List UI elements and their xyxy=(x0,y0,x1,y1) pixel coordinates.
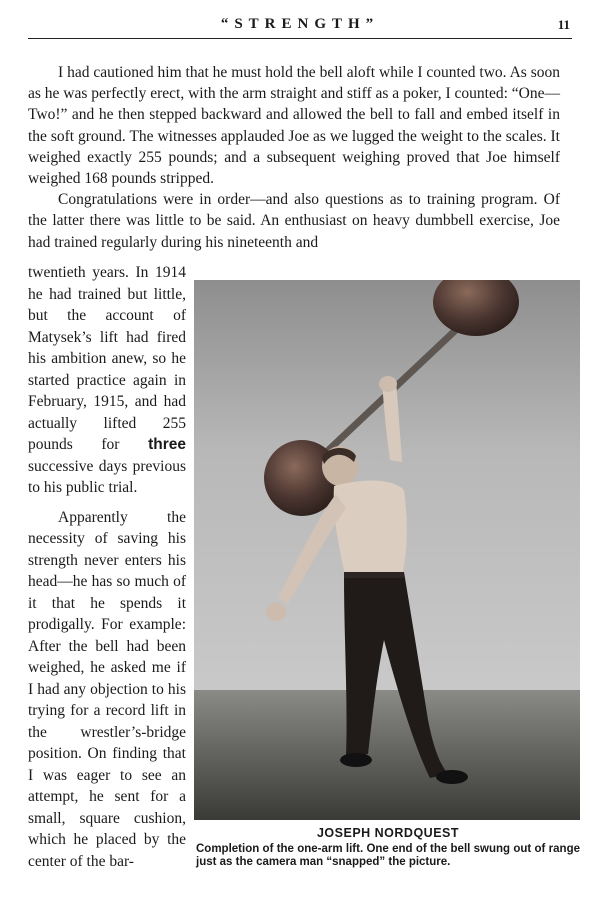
shoe-right xyxy=(436,770,468,784)
narrow-text-column xyxy=(28,262,186,872)
running-header xyxy=(28,12,572,39)
caption-title: JOSEPH NORDQUEST xyxy=(316,826,460,840)
journal-title: “STRENGTH” xyxy=(220,16,380,32)
grass-ground xyxy=(194,690,580,820)
fist-upper xyxy=(379,376,397,392)
torso xyxy=(334,481,407,581)
caption-text: Completion of the one-arm lift. One end of the bell swung out of range just as the camera man “snapped” the picture. xyxy=(196,843,580,868)
page-number: 11 xyxy=(557,17,570,32)
paragraph-2-cont-b: successive days previous to his public trial. xyxy=(28,457,186,496)
paragraph-2-cont-a: twentieth years. In 1914 he had trained but little, but the account of Matysek’s lift had fired his ambition anew, so he started practice again in February, 1915, and had actually lifted 255 pounds for xyxy=(28,264,186,453)
paragraph-2-continued xyxy=(28,262,186,499)
paragraph-1: I had cautioned him that he must hold the bell aloft while I counted two. As soon as he was perfectly erect, with the arm straight and stiff as a poker, I counted: “One—Two!” and he then stepped backward and allowed the bell to fall and embed itself in the soft ground. The witnesses applauded Joe as we lugged the weight to the scales. It weighed exactly 255 pounds; and a subsequent weighing proved that Joe himself weighed 168 pounds stripped. xyxy=(28,64,560,188)
body-text-full-width xyxy=(28,62,560,253)
paragraph-3: Apparently the necessity of saving his strength never enters his head—he has so much of it that he spends it prodigally. For example: After the bell had been weighed, he asked me if I had any objection to his trying for a record lift in the wrestler’s-bridge position. On finding that I was eager to see an attempt, he sent for a small, square cushion, which he placed by the center of the bar- xyxy=(28,508,186,870)
bold-word-three: three xyxy=(148,436,187,453)
paragraph-2-start: Congratulations were in order—and also questions as to training program. Of the latter there was little to be said. An enthusiast on heavy dumbbell exercise, Joe had trained regularly during his nineteenth and xyxy=(28,191,560,251)
photo-illustration xyxy=(194,280,580,820)
shoe-left xyxy=(340,753,372,767)
fist-lower xyxy=(266,603,286,621)
photograph-one-arm-lift xyxy=(194,280,580,820)
belt xyxy=(344,572,404,578)
photo-caption xyxy=(196,826,580,869)
